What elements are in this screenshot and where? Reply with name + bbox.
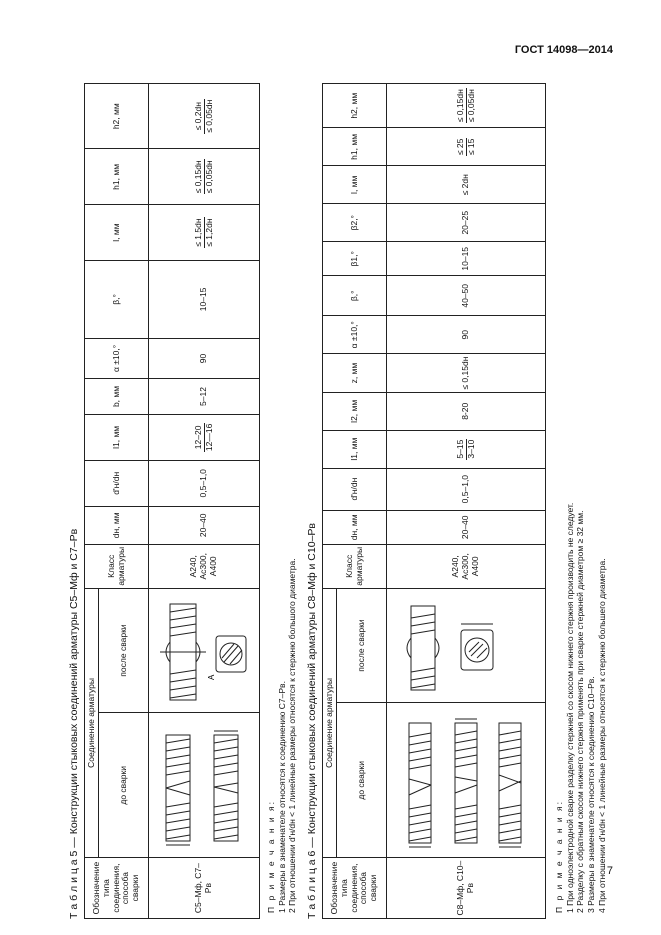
t6-h1-den: ≤ 15 [465, 138, 476, 156]
t5-h2-num: ≤ 0,2dн [194, 99, 204, 134]
t6-h1-num: ≤ 25 [455, 138, 466, 156]
t6-drawing-after [387, 588, 546, 703]
t6-h2-num: ≤ 0,15dн [455, 89, 466, 123]
t5-notes-head: П р и м е ч а н и я: [266, 800, 276, 913]
t5-col-h2: h2, мм [85, 84, 149, 149]
t6-alpha: 90 [387, 316, 546, 354]
t5-col-joint: Соединение арматуры [85, 588, 99, 858]
t5-l-den: ≤ 1,2dн [203, 218, 214, 247]
t6-dn: 20–40 [387, 510, 546, 544]
t6-designation: С8–Мф, С10–Рв [387, 858, 546, 919]
t6-beta: 40–50 [387, 276, 546, 316]
t5-h1 [149, 149, 260, 205]
table6-title: Т а б л и ц а 6 — Конструкции стыковых соединений арматуры С8–Мф и С10–Рв [306, 523, 318, 919]
t5-col-dn: dн, мм [85, 506, 149, 544]
t6-col-l2: l2, мм [323, 392, 387, 430]
t6-col-l1: l1, мм [323, 430, 387, 468]
t6-col-before: до сварки [337, 703, 387, 858]
t5-l1 [149, 414, 260, 460]
t6-col-dn: dн, мм [323, 510, 387, 544]
t5-col-l1: l1, мм [85, 414, 149, 460]
t6-col-beta2: β2,° [323, 204, 387, 242]
t5-b: 5–12 [149, 378, 260, 414]
t5-ratio: 0,5–1,0 [149, 460, 260, 506]
t6-col-z: z, мм [323, 354, 387, 393]
t6-l2: 8-20 [387, 392, 546, 430]
t5-h2-den: ≤ 0,05dн [203, 99, 214, 133]
t6-col-ratio: d'н/dн [323, 468, 387, 510]
t5-h2 [149, 84, 260, 149]
t6-note-4: 4 При отношении d'н/dн < 1 линейные размеры относятся к стержню большего диаметра. [596, 558, 607, 913]
t6-beta2: 20–25 [387, 204, 546, 242]
t6-class: А240, Ас300, А400 [387, 544, 546, 588]
t6-col-alpha: α ±10,° [323, 316, 387, 354]
rebar-after-weld-drawing [152, 594, 256, 710]
t6-drawing-before [387, 703, 546, 858]
t6-col-h2: h2, мм [323, 84, 387, 128]
page-number: 7 [606, 865, 613, 877]
t5-designation: С5–Мф, С7–Рв [149, 858, 260, 919]
table5 [84, 83, 260, 919]
rotated-content [60, 75, 620, 925]
t6-notes-head: П р и м е ч а н и я: [554, 800, 564, 913]
t5-l1-den: 12—16 [203, 423, 214, 452]
t5-drawing-after [149, 588, 260, 713]
t6-note-2: 2 Разделку с обратным скосом нижнего стержня применять при сварке стержней диаметром ≥ 32 мм. [575, 510, 586, 913]
t6-h2-den: ≤ 0,05dн [465, 89, 476, 123]
t6-col-l: l, мм [323, 166, 387, 204]
t5-class: А240, Ас300, А400 [149, 544, 260, 588]
t5-col-b: b, мм [85, 378, 149, 414]
t5-dn: 20–40 [149, 506, 260, 544]
t6-col-h1: h1, мм [323, 128, 387, 166]
t5-beta: 10–15 [149, 260, 260, 338]
t5-h1-num: ≤ 0,15dн [193, 160, 204, 194]
t6-note-1: 1 При однoэлектродной сварке разделку стержней со скосом нижнего стержня производить не следует. [564, 502, 575, 913]
rebar-after-weld-bevel-drawing [391, 596, 541, 700]
t5-col-class: Класс арматуры [85, 544, 149, 588]
t5-col-after: после сварки [99, 588, 149, 713]
rebar-before-weld-bevel-drawing [391, 709, 541, 855]
t5-col-l: l, мм [85, 205, 149, 261]
t6-note-3: 3 Размеры в знаменателе относятся к соединению С10–Рв. [585, 676, 596, 913]
t6-col-joint: Соединение арматуры [323, 588, 337, 857]
t6-col-designation: Обозначение типа соединения, способа сварки [323, 858, 387, 919]
t6-col-beta1: β1,° [323, 242, 387, 276]
t5-col-beta: β,° [85, 260, 149, 338]
t5-col-alpha: α ±10,° [85, 338, 149, 378]
t5-col-before: до сварки [99, 713, 149, 858]
t6-col-beta: β,° [323, 276, 387, 316]
t5-notes [266, 558, 298, 913]
t6-h1 [387, 128, 546, 166]
t6-ratio: 0,5–1,0 [387, 468, 546, 510]
rebar-before-weld-drawing [152, 721, 256, 855]
t6-beta1: 10–15 [387, 242, 546, 276]
t5-drawing-before [149, 713, 260, 858]
svg-text:А: А [207, 675, 216, 681]
t6-h2 [387, 84, 546, 128]
t5-alpha: 90 [149, 338, 260, 378]
t5-note-2: 2 При отношении d'н/dн < 1 линейные размеры относятся к стержню большого диаметра. [287, 558, 298, 913]
t6-col-class: Класс арматуры [323, 544, 387, 588]
t6-l1 [387, 430, 546, 468]
t6-col-after: после сварки [337, 588, 387, 703]
t6-z: ≤ 0,15dн [387, 354, 546, 393]
t5-l-num: ≤ 1,5dн [193, 218, 204, 247]
table6 [322, 83, 546, 919]
t5-col-designation: Обозначение типа соединения, способа сварки [85, 858, 149, 919]
t5-col-ratio: d'н/dн [85, 460, 149, 506]
table5-title: Т а б л и ц а 5 — Конструкции стыковых соединений арматуры С5–Мф и С7–Рв [68, 528, 80, 919]
t5-l [149, 205, 260, 261]
t5-l1-num: 12–20 [194, 423, 204, 452]
t5-h1-den: ≤ 0,05dн [203, 160, 214, 194]
document-header: ГОСТ 14098—2014 [514, 44, 613, 56]
t6-l1-den: 3–10 [465, 439, 476, 459]
t5-col-h1: h1, мм [85, 149, 149, 205]
t5-note-1: 1 Размеры в знаменателе относятся к соединению С7–Рв. [276, 681, 287, 913]
t6-notes [554, 503, 607, 913]
t6-l: ≤ 2dн [387, 166, 546, 204]
t6-l1-num: 5–15 [455, 439, 466, 459]
